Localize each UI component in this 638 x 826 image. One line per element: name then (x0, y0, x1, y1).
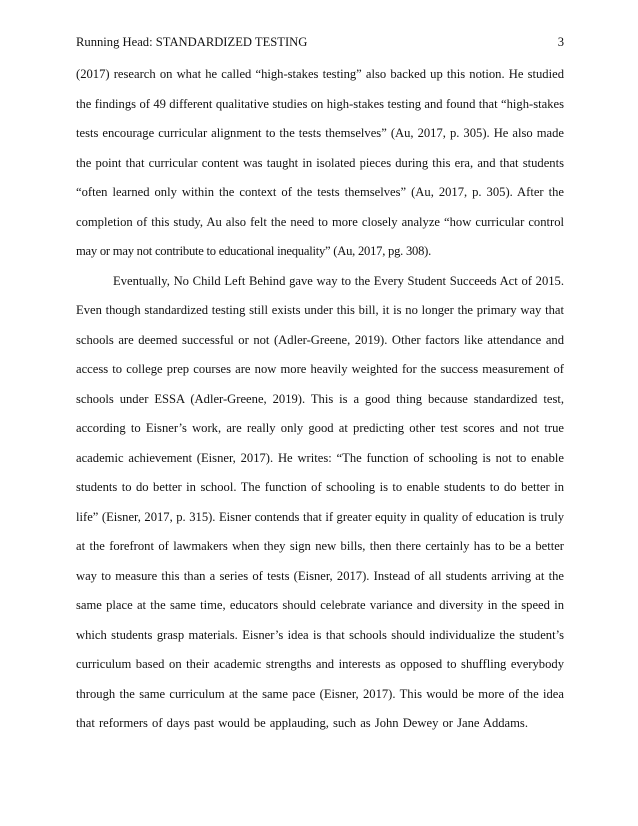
text-line: the findings of 49 different qualitative studies on high-stakes testing and found that “high-stakes (76, 96, 564, 111)
text-line: curriculum based on their academic strengths and interests as opposed to shuffling everybody (76, 657, 564, 671)
text-line: students to do better in school. The function of schooling is to enable students to do better in (76, 480, 564, 494)
text-line: the point that curricular content was taught in isolated pieces during this era, and that students (76, 155, 564, 170)
text-line: through the same curriculum at the same pace (Eisner, 2017). This would be more of the idea (76, 686, 564, 701)
text-line: which students grasp materials. Eisner’s idea is that schools should individualize the student’s (76, 627, 564, 642)
text-line: schools are deemed successful or not (Adler-Greene, 2019). Other factors like attendance and (76, 332, 564, 347)
text-line: at the forefront of lawmakers when they sign new bills, then there certainly has to be a better (76, 539, 564, 553)
running-head: Running Head: STANDARDIZED TESTING (76, 35, 308, 49)
text-line: life” (Eisner, 2017, p. 315). Eisner contends that if greater equity in quality of education is truly (76, 509, 564, 524)
paragraph-first-line: Eventually, No Child Left Behind gave way to the Every Student Succeeds Act of 2015. (113, 273, 564, 288)
text-line: access to college prep courses are now more heavily weighted for the success measurement of (76, 362, 564, 376)
text-line: that reformers of days past would be applauding, such as John Dewey or Jane Addams. (76, 716, 528, 730)
text-line: (2017) research on what he called “high-stakes testing” also backed up this notion. He studied (76, 67, 564, 81)
text-line: way to measure this than a series of tests (Eisner, 2017). Instead of all students arriving at the (76, 568, 564, 583)
text-line: according to Eisner’s work, are really only good at predicting other test scores and not true (76, 421, 564, 435)
text-line: same place at the same time, educators should celebrate variance and diversity in the speed in (76, 598, 564, 612)
text-line: tests encourage curricular alignment to the tests themselves” (Au, 2017, p. 305). He also made (76, 126, 564, 140)
page-number: 3 (557, 35, 564, 49)
page-header (76, 35, 564, 55)
text-line: academic achievement (Eisner, 2017). He writes: “The function of schooling is not to enable (76, 450, 564, 465)
text-line: completion of this study, Au also felt the need to more closely analyze “how curricular control (76, 214, 564, 229)
text-line: “often learned only within the context of the tests themselves” (Au, 2017, p. 305). After the (76, 185, 564, 199)
text-line: schools under ESSA (Adler-Greene, 2019). This is a good thing because standardized test, (76, 391, 564, 406)
text-line: may or may not contribute to educational inequality” (Au, 2017, pg. 308). (76, 244, 431, 258)
text-line: Even though standardized testing still exists under this bill, it is no longer the primary way that (76, 303, 564, 317)
